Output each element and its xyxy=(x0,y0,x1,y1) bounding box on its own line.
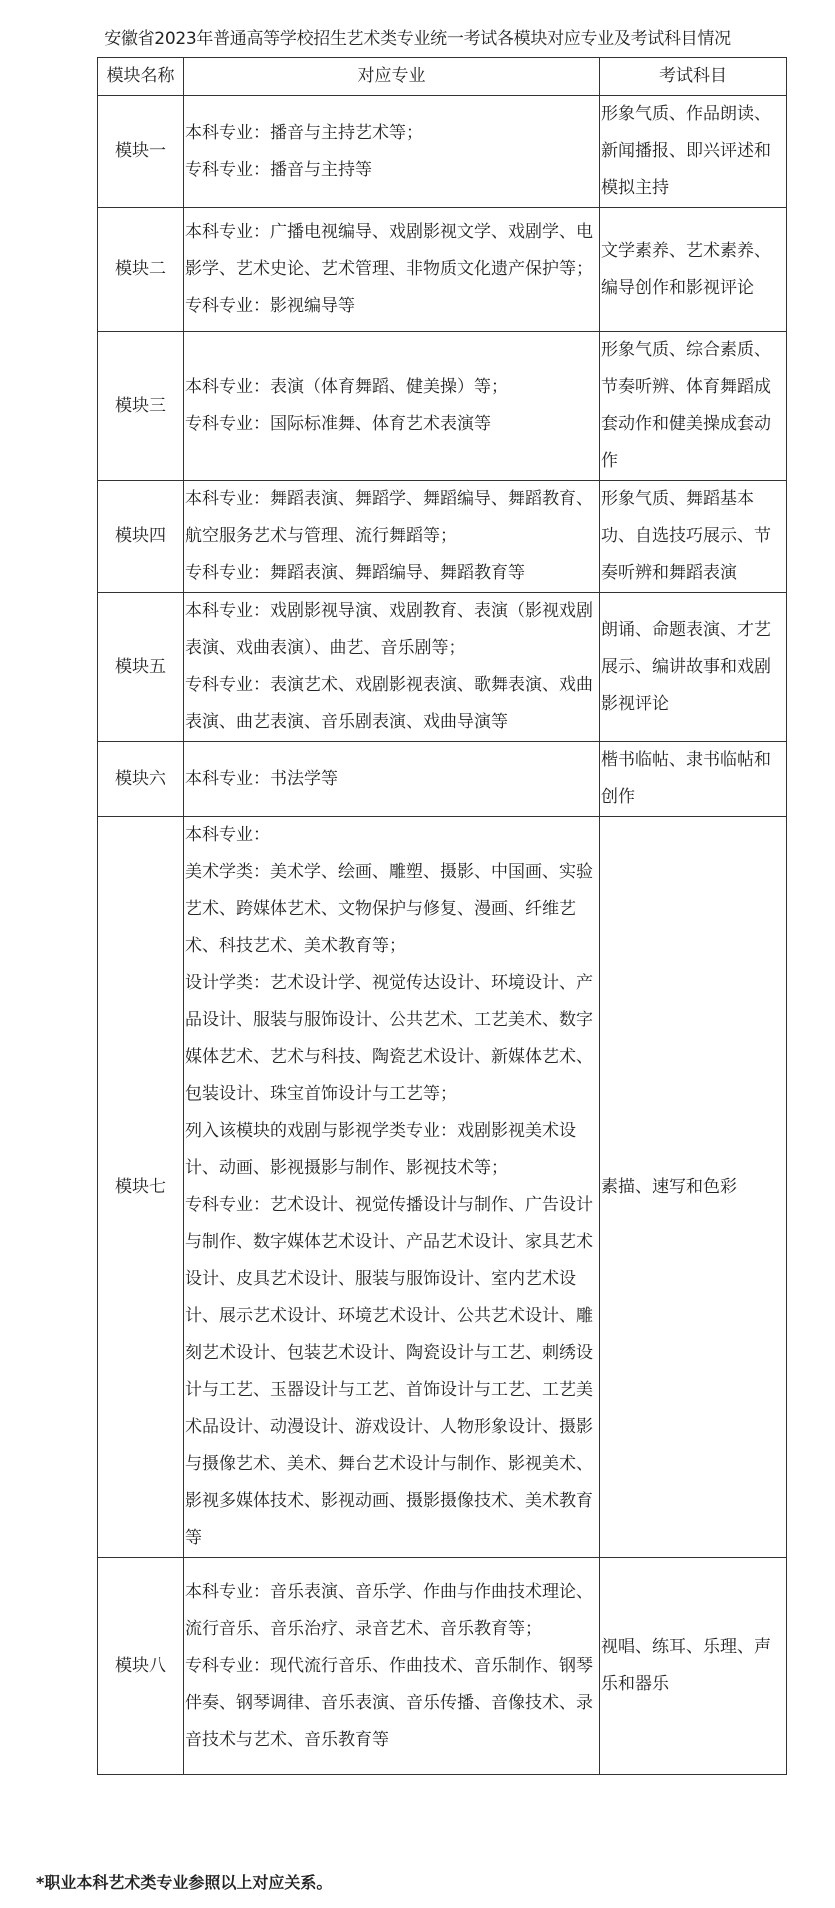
table-row xyxy=(98,208,787,332)
module-subjects: 朗诵、命题表演、才艺展示、编讲故事和戏剧影视评论 xyxy=(600,593,787,742)
module-majors xyxy=(184,742,600,817)
major-line: 设计学类：艺术设计学、视觉传达设计、环境设计、产品设计、服装与服饰设计、公共艺术、工艺美术、数字媒体艺术、艺术与科技、陶瓷艺术设计、新媒体艺术、包装设计、珠宝首饰设计与工艺等； xyxy=(185,973,593,1104)
exam-module-table xyxy=(97,57,787,1775)
module-name: 模块七 xyxy=(98,817,184,1558)
table-row xyxy=(98,481,787,593)
module-subjects: 素描、速写和色彩 xyxy=(600,817,787,1558)
footnote: *职业本科艺术类专业参照以上对应关系。 xyxy=(36,1873,333,1892)
module-name: 模块四 xyxy=(98,481,184,593)
major-line: 专科专业：舞蹈表演、舞蹈编导、舞蹈教育等 xyxy=(185,563,525,583)
table-header-row xyxy=(98,58,787,96)
major-line: 本科专业：书法学等 xyxy=(185,768,338,789)
major-line: 列入该模块的戏剧与影视学类专业：戏剧影视美术设计、动画、影视摄影与制作、影视技术等； xyxy=(185,1121,576,1178)
header-module: 模块名称 xyxy=(98,58,184,96)
module-name: 模块六 xyxy=(98,742,184,817)
major-line: 专科专业：表演艺术、戏剧影视表演、歌舞表演、戏曲表演、曲艺表演、音乐剧表演、戏曲导演等 xyxy=(185,675,593,732)
module-name: 模块五 xyxy=(98,593,184,742)
table-row xyxy=(98,742,787,817)
module-subjects: 楷书临帖、隶书临帖和创作 xyxy=(600,742,787,817)
major-line: 专科专业：播音与主持等 xyxy=(185,159,372,180)
module-subjects: 视唱、练耳、乐理、声乐和器乐 xyxy=(600,1558,787,1775)
module-majors xyxy=(184,96,600,208)
module-subjects: 形象气质、作品朗读、新闻播报、即兴评述和模拟主持 xyxy=(600,96,787,208)
table-row xyxy=(98,332,787,481)
major-line: 本科专业：舞蹈表演、舞蹈学、舞蹈编导、舞蹈教育、航空服务艺术与管理、流行舞蹈等； xyxy=(185,489,593,546)
module-subjects: 形象气质、舞蹈基本功、自选技巧展示、节奏听辨和舞蹈表演 xyxy=(600,481,787,593)
page-title: 安徽省2023年普通高等学校招生艺术类专业统一考试各模块对应专业及考试科目情况 xyxy=(104,29,731,49)
header-majors: 对应专业 xyxy=(184,58,600,96)
module-majors xyxy=(184,481,600,593)
major-line: 美术学类：美术学、绘画、雕塑、摄影、中国画、实验艺术、跨媒体艺术、文物保护与修复、漫画、纤维艺术、科技艺术、美术教育等； xyxy=(185,862,593,956)
major-line: 专科专业：国际标准舞、体育艺术表演等 xyxy=(185,414,491,434)
table-row xyxy=(98,593,787,742)
major-line: 专科专业：艺术设计、视觉传播设计与制作、广告设计与制作、数字媒体艺术设计、产品艺术设计、家具艺术设计、皮具艺术设计、服装与服饰设计、室内艺术设计、展示艺术设计、环境艺术设计、公共艺术设计、雕刻艺术设计、包装艺术设计、陶瓷设计与工艺、刺绣设计与工艺、玉器设计与工艺、首饰设计与工艺、工艺美术品设计、动漫设计、游戏设计、人物形象设计、摄影与摄像艺术、美术、舞台艺术设计与制作、影视美术、影视多媒体技术、影视动画、摄影摄像技术、美术教育等 xyxy=(185,1195,593,1548)
module-name: 模块一 xyxy=(98,96,184,208)
table-row xyxy=(98,1558,787,1775)
major-line: 本科专业：广播电视编导、戏剧影视文学、戏剧学、电影学、艺术史论、艺术管理、非物质文化遗产保护等； xyxy=(185,222,593,279)
module-name: 模块三 xyxy=(98,332,184,481)
module-majors xyxy=(184,817,600,1558)
major-line: 本科专业：戏剧影视导演、戏剧教育、表演（影视戏剧表演、戏曲表演）、曲艺、音乐剧等； xyxy=(185,601,593,658)
module-name: 模块八 xyxy=(98,1558,184,1775)
major-line: 专科专业：现代流行音乐、作曲技术、音乐制作、钢琴伴奏、钢琴调律、音乐表演、音乐传播、音像技术、录音技术与艺术、音乐教育等 xyxy=(185,1655,593,1750)
module-subjects: 形象气质、综合素质、节奏听辨、体育舞蹈成套动作和健美操成套动作 xyxy=(600,332,787,481)
major-line: 本科专业：播音与主持艺术等； xyxy=(185,122,423,143)
table-row xyxy=(98,96,787,208)
major-line: 本科专业：表演（体育舞蹈、健美操）等； xyxy=(185,377,508,397)
major-line: 本科专业：音乐表演、音乐学、作曲与作曲技术理论、流行音乐、音乐治疗、录音艺术、音乐教育等； xyxy=(185,1581,593,1639)
table-row xyxy=(98,817,787,1558)
module-subjects: 文学素养、艺术素养、编导创作和影视评论 xyxy=(600,208,787,332)
header-subjects: 考试科目 xyxy=(600,58,787,96)
module-majors xyxy=(184,332,600,481)
major-line: 专科专业：影视编导等 xyxy=(185,296,355,316)
module-majors xyxy=(184,208,600,332)
major-line: 本科专业： xyxy=(185,825,270,845)
module-name: 模块二 xyxy=(98,208,184,332)
module-majors xyxy=(184,1558,600,1775)
module-majors xyxy=(184,593,600,742)
